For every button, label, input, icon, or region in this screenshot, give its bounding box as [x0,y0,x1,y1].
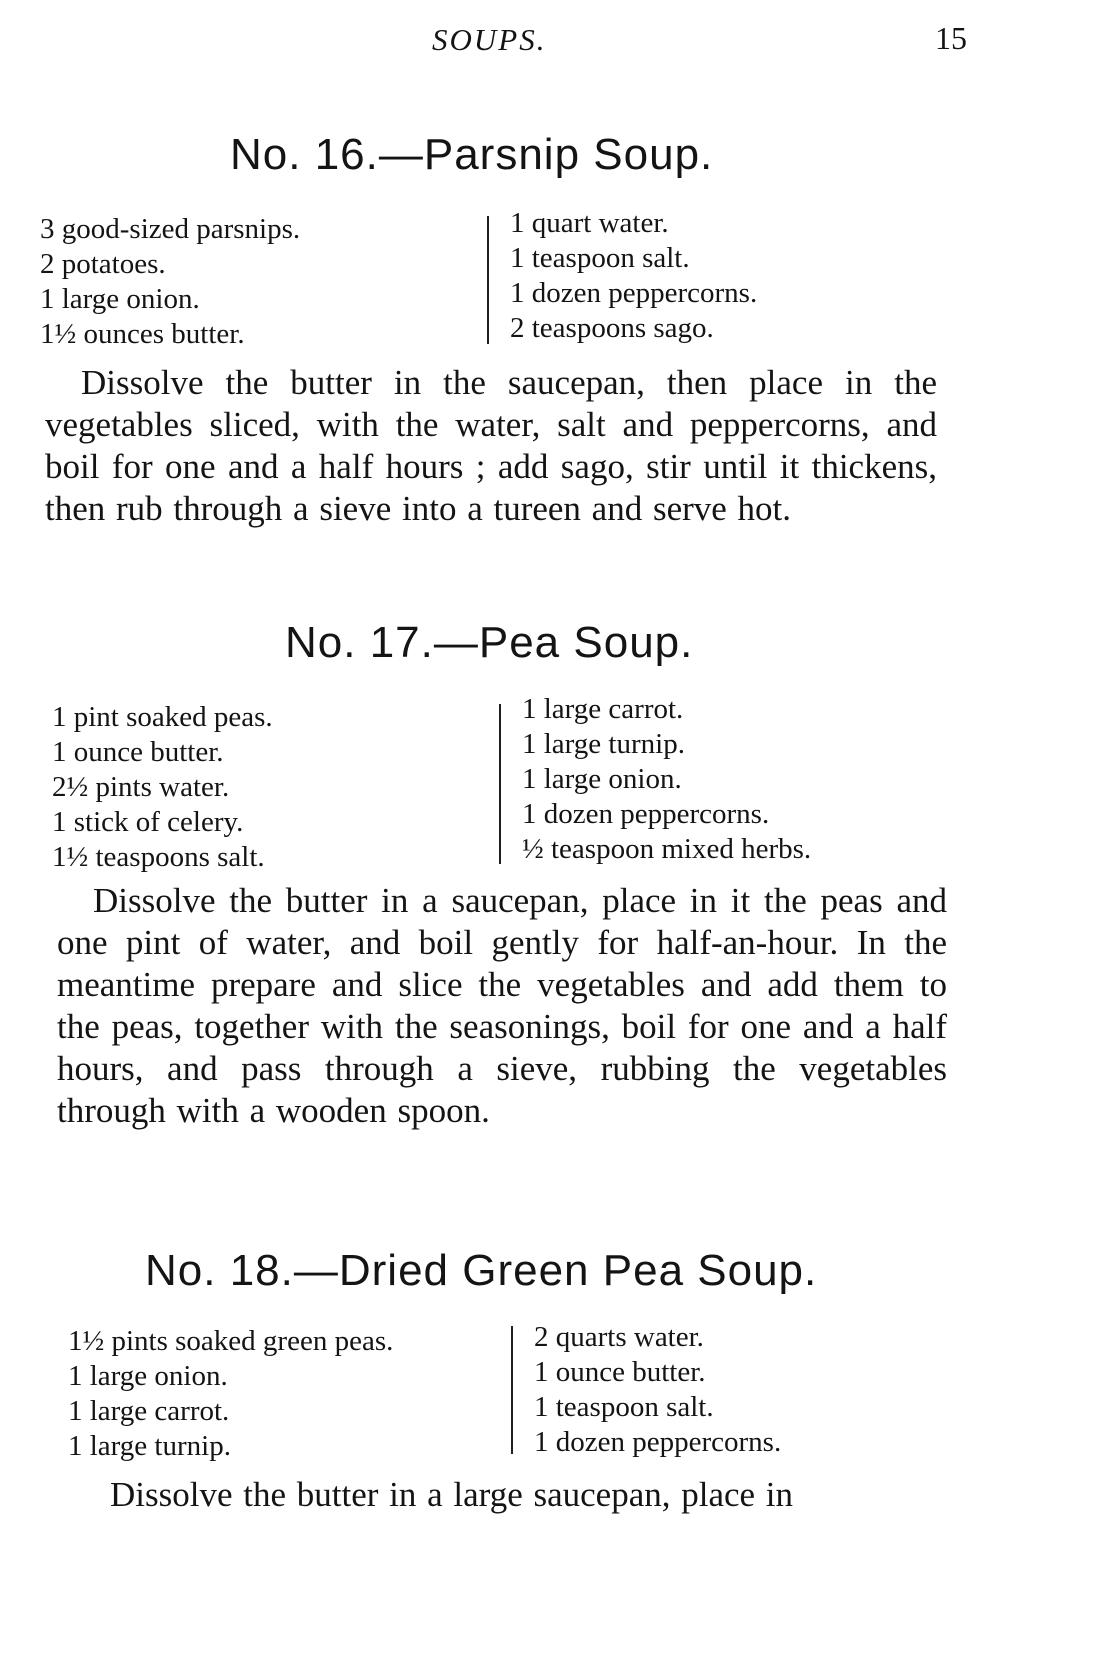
ingredient-item: 1 large turnip. [522,728,685,760]
recipe-title-17: No. 17.—Pea Soup. [285,618,694,667]
ingredient-item: 1½ pints soaked green peas. [68,1325,394,1357]
column-divider [499,704,501,864]
ingredients-17 [52,693,952,876]
column-divider [487,216,489,344]
ingredient-item: 1 stick of celery. [52,806,244,838]
ingredient-item: 2 teaspoons sago. [510,312,714,344]
ingredient-item: 1 teaspoon salt. [510,242,690,274]
recipe-title-18: No. 18.—Dried Green Pea Soup. [145,1246,818,1295]
ingredient-item: 1 large onion. [522,763,682,795]
running-head [0,20,1098,60]
running-title: SOUPS. [432,22,547,57]
ingredient-item: 1 large carrot. [68,1395,230,1427]
ingredient-item: 1½ teaspoons salt. [52,841,265,873]
ingredient-item: 1 ounce butter. [52,736,224,768]
ingredients-18 [68,1321,968,1464]
ingredients-right-column [534,1320,781,1460]
ingredient-item: 1 dozen peppercorns. [510,277,758,309]
recipe-title-16: No. 16.—Parsnip Soup. [230,130,714,179]
ingredient-item: 1 dozen peppercorns. [522,798,770,830]
ingredient-item: 1½ ounces butter. [40,318,245,350]
ingredients-left-column [52,700,273,875]
page-number: 15 [935,20,967,56]
ingredient-item: 3 good-sized parsnips. [40,213,301,245]
ingredient-item: 1 large onion. [40,283,200,315]
ingredient-item: 1 quart water. [510,207,669,239]
ingredient-item: 1 dozen peppercorns. [534,1426,782,1458]
ingredients-16 [40,207,940,352]
ingredient-item: 2 potatoes. [40,248,166,280]
ingredients-right-column [510,206,757,346]
ingredient-item: 1 large onion. [68,1360,228,1392]
ingredients-left-column [68,1324,393,1464]
method-18: Dissolve the butter in a large saucepan, place in [110,1475,794,1514]
ingredient-item: 1 large turnip. [68,1430,231,1462]
ingredient-item: 1 ounce butter. [534,1356,706,1388]
ingredient-item: 1 teaspoon salt. [534,1391,714,1423]
column-divider [511,1326,513,1454]
method-16: Dissolve the butter in the saucepan, then place in the vegetables sliced, with the water, salt and peppercorns, and boil for one and a half hours ; add sago, stir until it thickens, then rub through a sieve into a tureen and serve hot. [45,363,937,528]
ingredient-item: 2 quarts water. [534,1321,704,1353]
ingredient-item: 1 large carrot. [522,693,684,725]
ingredient-item: 2½ pints water. [52,771,230,803]
method-17: Dissolve the butter in a saucepan, place in it the peas and one pint of water, and boil gently for half-an-hour. In the meantime prepare and slice the vegetables and add them to the peas, together with the seasonings, boil for one and a half hours, and pass through a sieve, rubbing the vegetables through with a wooden spoon. [57,881,947,1130]
ingredients-left-column [40,212,300,352]
ingredient-item: 1 pint soaked peas. [52,701,273,733]
ingredient-item: ½ teaspoon mixed herbs. [522,833,812,865]
ingredients-right-column [522,692,811,867]
